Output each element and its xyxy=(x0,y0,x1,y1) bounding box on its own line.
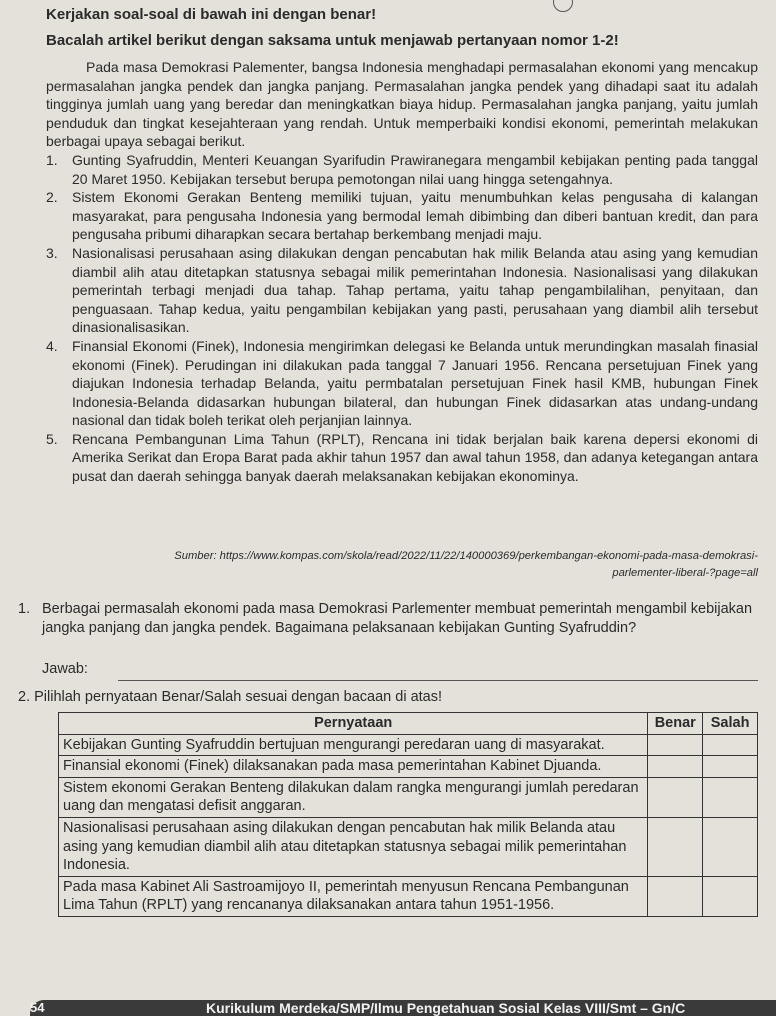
article-point xyxy=(46,244,758,337)
footer-text: Kurikulum Merdeka/SMP/Ilmu Pengetahuan Sosial Kelas VIII/Smt – Gn/C xyxy=(206,1000,686,1016)
statement-cell: Sistem ekonomi Gerakan Benteng dilakukan dalam rangka mengurangi jumlah peredaran uang dan mengatasi defisit anggaran. xyxy=(59,777,648,817)
instruction-line-1: Kerjakan soal-soal di bawah ini dengan benar! xyxy=(46,6,377,23)
question-2 xyxy=(18,689,442,705)
table-header-row xyxy=(59,713,758,735)
statement-cell: Kebijakan Gunting Syafruddin bertujuan mengurangi peredaran uang di masyarakat. xyxy=(59,734,648,756)
statement-cell: Pada masa Kabinet Ali Sastroamijoyo II, pemerintah menyusun Rencana Pembangunan Lima Tahun (RPLT) yang rencananya dilaksanakan antara tahun 1951-1956. xyxy=(59,876,648,916)
source-line-1: Sumber: https://www.kompas.com/skola/read/2022/11/22/140000369/perkembangan-ekonomi-pada-masa-demokrasi- xyxy=(174,550,758,562)
answer-line[interactable] xyxy=(118,680,758,681)
true-checkbox[interactable] xyxy=(648,876,703,916)
page-number: 54 xyxy=(30,1000,45,1015)
table-row xyxy=(59,876,758,916)
question-1-number: 1. xyxy=(18,601,31,617)
statement-cell: Nasionalisasi perusahaan asing dilakukan dengan pencabutan hak milik Belanda atau asing yang kemudian diambil alih atau ditetapkan statusnya sebagai milik pemerintahan Indonesia. xyxy=(59,817,648,876)
point-number: 2. xyxy=(46,189,58,206)
question-1-text: Berbagai permasalah ekonomi pada masa Demokrasi Parlementer membuat pemerintah mengambil kebijakan jangka panjang dan jangka pendek. Bagaimana pelaksanaan kebijakan Gunting Syafruddin? xyxy=(42,601,753,636)
point-number: 1. xyxy=(46,151,58,168)
true-checkbox[interactable] xyxy=(648,734,703,756)
article-point xyxy=(46,188,758,244)
point-text: Sistem Ekonomi Gerakan Benteng memiliki tujuan, yaitu menumbuhkan kelas pengusaha di kalangan masyarakat, para pengusaha Indonesia yang bermodal lemah dibimbing dan diberi bantuan kredit, dan para pengusaha pribumi diharapkan secara bertahap berkembang menjadi maju. xyxy=(72,189,758,243)
article-point xyxy=(46,151,758,188)
article-point xyxy=(46,430,758,486)
false-checkbox[interactable] xyxy=(703,734,758,756)
point-text: Rencana Pembangunan Lima Tahun (RPLT), Rencana ini tidak berjalan baik karena depersi ekonomi di Amerika Serikat dan Eropa Barat pada akhir tahun 1957 dan awal tahun 1958, dan adanya ketegangan antara pusat dan daerah sehingga banyak daerah melaksanakan kebijakan ekonominya. xyxy=(72,430,758,485)
false-checkbox[interactable] xyxy=(703,756,758,778)
table-row xyxy=(59,777,758,817)
header-false: Salah xyxy=(703,713,758,735)
false-checkbox[interactable] xyxy=(703,876,758,916)
source-line-2: parlementer-liberal-?page=all xyxy=(612,567,758,579)
point-number: 4. xyxy=(46,337,58,354)
false-checkbox[interactable] xyxy=(703,777,758,817)
question-2-number: 2. xyxy=(18,689,31,705)
header-true: Benar xyxy=(648,713,703,735)
article xyxy=(46,58,758,486)
true-checkbox[interactable] xyxy=(648,777,703,817)
article-intro: Pada masa Demokrasi Palementer, bangsa Indonesia menghadapi permasalahan ekonomi yang mencakup permasalahan jangka pendek dan jangka panjang. Permasalahan jangka pendek yang dihadapi saat itu adalah tingginya jumlah uang yang beredar dan meningkatkan biaya hidup. Permasalahan jangka panjang, yaitu jumlah penduduk dan tingkat kesejahteraan yang rendah. Untuk memperbaiki kondisi ekonomi, pemerintah melakukan berbagai upaya sebagai berikut. xyxy=(46,59,758,150)
article-point xyxy=(46,337,758,430)
table-row xyxy=(59,734,758,756)
point-number: 5. xyxy=(46,430,58,447)
page-footer xyxy=(0,996,776,1016)
point-text: Nasionalisasi perusahaan asing dilakukan dengan pencabutan hak milik Belanda atau asing yang kemudian diambil alih atau ditetapkan statusnya sebagai milik pemerintahan Indonesia. Nasionalisasi yang dilakukan pemerintah terbagi menjadi dua tahap. Tahap pertama, yaitu tahap pengambilalihan, penyitaan, dan penguasaan. Tahap kedua, yaitu pengambilan kebijakan yang pasti, perusahaan yang diambil alih tersebut dinasionalisasikan. xyxy=(72,244,758,336)
true-checkbox[interactable] xyxy=(648,756,703,778)
false-checkbox[interactable] xyxy=(703,817,758,876)
question-1 xyxy=(18,600,758,638)
point-number: 3. xyxy=(46,244,58,261)
header-statement: Pernyataan xyxy=(59,713,648,735)
point-text: Gunting Syafruddin, Menteri Keuangan Syarifudin Prawiranegara mengambil kebijakan penting pada tanggal 20 Maret 1950. Kebijakan tersebut berupa pemotongan nilai uang hingga setengahnya. xyxy=(72,151,758,187)
article-points-list xyxy=(46,151,758,486)
true-false-table xyxy=(58,712,758,917)
question-2-text: Pilihlah pernyataan Benar/Salah sesuai dengan bacaan di atas! xyxy=(34,689,443,705)
table-row xyxy=(59,817,758,876)
instruction-line-2: Bacalah artikel berikut dengan saksama untuk menjawab pertanyaan nomor 1-2! xyxy=(46,32,619,49)
statement-cell: Finansial ekonomi (Finek) dilaksanakan pada masa pemerintahan Kabinet Djuanda. xyxy=(59,756,648,778)
table-row xyxy=(59,756,758,778)
punch-hole-mark xyxy=(553,0,573,12)
point-text: Finansial Ekonomi (Finek), Indonesia mengirimkan delegasi ke Belanda untuk merundingkan masalah finasial ekonomi (Finek). Perudingan ini dilakukan pada tanggal 7 Januari 1956. Rencana persetujuan Finek yang diajukan Indonesia terhadap Belanda, yaitu permbatalan persetujuan Finek hasil KMB, hubungan Finek Indonesia-Belanda didasarkan hubungan bilateral, dan hubungan Finek didasarkan atas undang-undang nasional dan tidak boleh terikat oleh perjanjian lainnya. xyxy=(72,337,758,429)
true-checkbox[interactable] xyxy=(648,817,703,876)
article-source xyxy=(118,548,758,582)
answer-label: Jawab: xyxy=(42,661,88,677)
